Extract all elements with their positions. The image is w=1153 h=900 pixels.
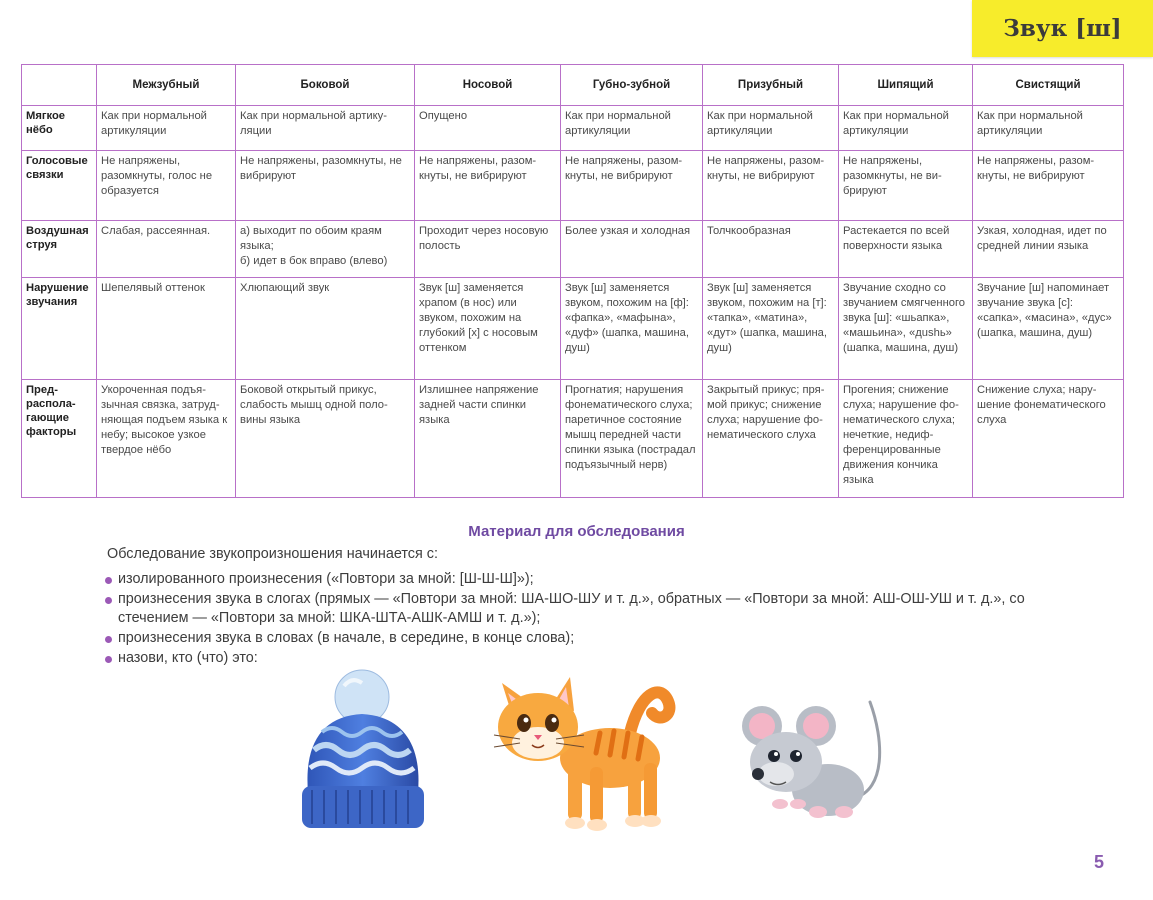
bullet-icon bbox=[105, 597, 112, 604]
column-header: Губно-зубной bbox=[561, 65, 703, 106]
table-cell: Боковой открытый прикус, слабость мышц одной половины языка bbox=[236, 380, 415, 498]
table-cell: Проходит через носовую полость bbox=[415, 221, 561, 278]
bullet-icon bbox=[105, 636, 112, 643]
intro-text: Обследование звукопроизношения начинается с: bbox=[107, 546, 438, 562]
list-item bbox=[105, 629, 1035, 648]
table-row bbox=[22, 221, 1124, 278]
cat-picture bbox=[490, 663, 676, 835]
table-cell: Толчкообразная bbox=[703, 221, 839, 278]
column-header: Призубный bbox=[703, 65, 839, 106]
table-cell: Как при нормальной артикуляции bbox=[97, 106, 236, 151]
bullet-icon bbox=[105, 656, 112, 663]
table-cell: Узкая, холодная, идет по средней линии языка bbox=[973, 221, 1124, 278]
table-cell: Как при нормальной артикуляции bbox=[236, 106, 415, 151]
table-cell: Звук [ш] заменяется звуком, похожим на [ф]: «фапка», «мафына», «дуф» (шапка, машина, душ) bbox=[561, 278, 703, 380]
table-cell: Более узкая и холодная bbox=[561, 221, 703, 278]
table-cell: Звучание [ш] напоминает звучание звука [с]: «сапка», «масина», «дус» (шапка, машина, душ) bbox=[973, 278, 1124, 380]
list-item bbox=[105, 570, 1035, 589]
articulation-table bbox=[21, 64, 1124, 498]
row-header: Нарушение звучания bbox=[22, 278, 97, 380]
table-cell: Шепелявый оттенок bbox=[97, 278, 236, 380]
list-item-text: изолированного произнесения («Повтори за мной: [Ш-Ш-Ш]»); bbox=[118, 571, 534, 587]
list-item-text: произнесения звука в словах (в начале, в середине, в конце слова); bbox=[118, 630, 575, 646]
table-cell: а) выходит по обоим краям языка; б) идет в бок вправо (влево) bbox=[236, 221, 415, 278]
table-row bbox=[22, 380, 1124, 498]
table-cell: Звучание сходно со звучанием смягченного звука [ш]: «шьапка», «машьина», «дushь» (шапка, машина, душ) bbox=[839, 278, 973, 380]
table-cell: Звук [ш] заменяется храпом (в нос) или звуком, похожим на глубокий [х] с носовым оттенком bbox=[415, 278, 561, 380]
list-item bbox=[105, 590, 1035, 628]
table-cell: Не напряжены, разомкнуты, не вибрируют bbox=[415, 151, 561, 221]
table-cell: Не напряжены, разомкнуты, голос не образуется bbox=[97, 151, 236, 221]
table-cell: Не напряжены, разомкнуты, не вибрируют bbox=[561, 151, 703, 221]
column-header: Боковой bbox=[236, 65, 415, 106]
table-cell: Прогнатия; нарушения фонематического слуха; паретичное состояние мышц передней части спинки языка (пострадал подъязычный нерв) bbox=[561, 380, 703, 498]
bullet-icon bbox=[105, 577, 112, 584]
table-cell: Как при нормальной артикуляции bbox=[973, 106, 1124, 151]
table-cell: Снижение слуха; нарушение фонематического слуха bbox=[973, 380, 1124, 498]
bullet-list bbox=[105, 570, 1035, 669]
mouse-picture bbox=[736, 700, 886, 828]
table-cell: Слабая, рассеянная. bbox=[97, 221, 236, 278]
column-header: Шипящий bbox=[839, 65, 973, 106]
column-header: Межзубный bbox=[97, 65, 236, 106]
table-cell: Опущено bbox=[415, 106, 561, 151]
table-cell: Прогения; снижение слуха; нарушение фонематического слуха; нечеткие, недифференцированные движения кончика языка bbox=[839, 380, 973, 498]
table-row bbox=[22, 106, 1124, 151]
table-cell: Как при нормальной артикуляции bbox=[839, 106, 973, 151]
list-item-text: назови, кто (что) это: bbox=[118, 650, 258, 666]
table-header-row bbox=[22, 65, 1124, 106]
table-cell: Звук [ш] заменяется звуком, похожим на [т]: «тапка», «матина», «дут» (шапка, машина, душ) bbox=[703, 278, 839, 380]
table-cell: Как при нормальной артикуляции bbox=[703, 106, 839, 151]
table-cell: Растекается по всей поверхности языка bbox=[839, 221, 973, 278]
row-header: Предрасполагающие факторы bbox=[22, 380, 97, 498]
table-cell: Не напряжены, разомкнуты, не вибрируют bbox=[236, 151, 415, 221]
table-cell: Излишнее напряжение задней части спинки языка bbox=[415, 380, 561, 498]
column-header: Свистящий bbox=[973, 65, 1124, 106]
table-cell: Закрытый прикус; прямой прикус; снижение слуха; нарушение фонематического слуха bbox=[703, 380, 839, 498]
table-cell: Укороченная подъязычная связка, затрудняющая подъем языка к небу; высокое узкое твердое нёбо bbox=[97, 380, 236, 498]
column-header bbox=[22, 65, 97, 106]
table-cell: Хлюпающий звук bbox=[236, 278, 415, 380]
table-row bbox=[22, 151, 1124, 221]
table-cell: Не напряжены, разомкнуты, не вибрируют bbox=[703, 151, 839, 221]
row-header: Воздушная струя bbox=[22, 221, 97, 278]
column-header: Носовой bbox=[415, 65, 561, 106]
table-cell: Не напряжены, разомкнуты, не вибрируют bbox=[839, 151, 973, 221]
row-header: Мягкое нёбо bbox=[22, 106, 97, 151]
table-row bbox=[22, 278, 1124, 380]
hat-picture bbox=[296, 664, 430, 834]
page-title: Звук [ш] bbox=[972, 0, 1153, 57]
list-item-text: произнесения звука в слогах (прямых — «Повтори за мной: ША-ШО-ШУ и т. д.», обратных — «Повтори за мной: АШ-ОШ-УШ и т. д.», со стечением — «Повтори за мной: ШКА-ШТА-АШК-АМШ и т. д.»); bbox=[118, 591, 1025, 626]
table-cell: Как при нормальной артикуляции bbox=[561, 106, 703, 151]
table-cell: Не напряжены, разомкнуты, не вибрируют bbox=[973, 151, 1124, 221]
row-header: Голосовые связки bbox=[22, 151, 97, 221]
section-title: Материал для обследования bbox=[468, 523, 685, 540]
page-number: 5 bbox=[1094, 852, 1105, 872]
